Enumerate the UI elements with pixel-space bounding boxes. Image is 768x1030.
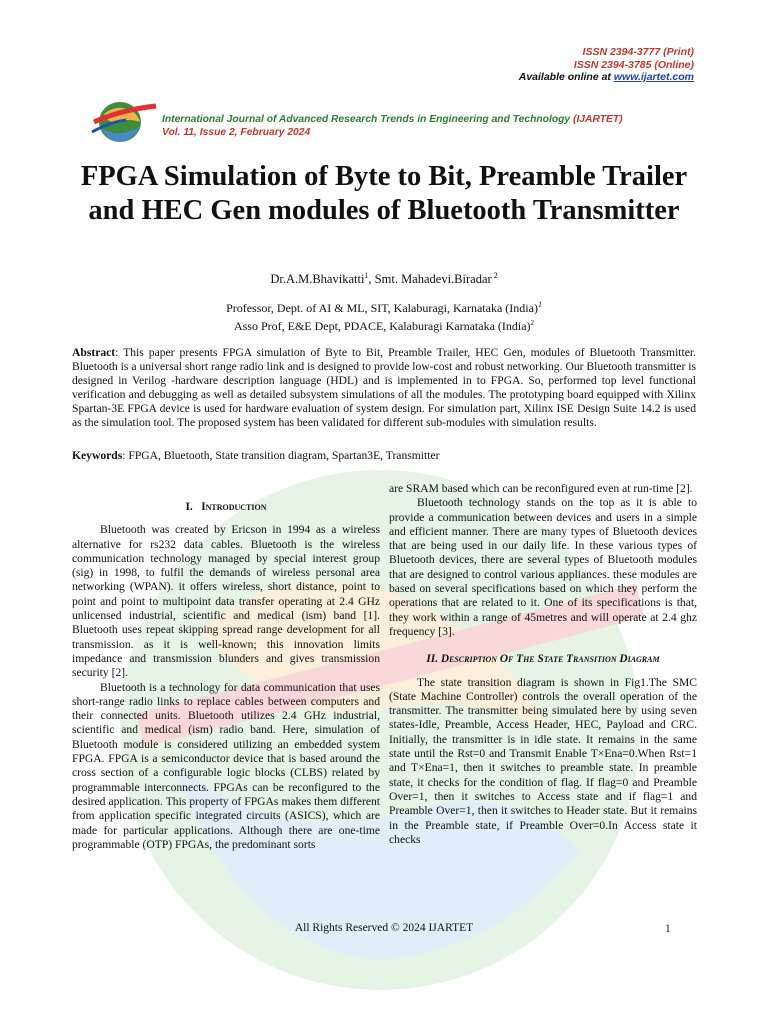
- abstract: [72, 346, 696, 430]
- page-number: 1: [665, 923, 671, 935]
- keywords-label: Keywords: [72, 449, 123, 462]
- section-heading-introduction: I. Introduction: [185, 501, 267, 513]
- paragraph: Bluetooth technology stands on the top as it is able to provide a communication between devices and users in a simple and efficient manner. There are many types of Bluetooth devices that are being used in our daily life. In these various types of Bluetooth devices, there are several types of Bluetooth modules that are designed to control various appliances. these modules are based on several specifications based on which they perform the operations that are related to it. One of its specifications is that, they work within a range of 45metres and will operate at 2.4 ghz frequency [3].: [389, 496, 697, 638]
- affiliation-2: Asso Prof, E&E Dept, PDACE, Kalaburagi Karnataka (India): [233, 319, 531, 333]
- journal-name: International Journal of Advanced Research Trends in Engineering and Technology: [162, 114, 571, 125]
- keywords-text: : FPGA, Bluetooth, State transition diagram, Spartan3E, Transmitter: [122, 449, 440, 462]
- right-column: [389, 482, 697, 847]
- available-prefix: Available online at: [518, 71, 614, 83]
- author-line: Dr.A.M.Bhavikatti$^1$, Smt. Mahadevi.Biradar $^2$: [270, 271, 498, 287]
- journal-volume: Vol. 11, Issue 2, February 2024: [162, 127, 311, 138]
- section-title: Introduction: [201, 501, 267, 513]
- paper-title: FPGA Simulation of Byte to Bit, Preamble Trailer and HEC Gen modules of Bluetooth Transmitter: [80, 161, 688, 226]
- paragraph: Bluetooth was created by Ericson in 1994 as a wireless alternative for rs232 data cables. Bluetooth is the wireless communication technology managed by special interest group (sig) in 1998, to fulfil the demands of wireless personal area networking (WPAN). it offers wireless, short distance, point to point and point to multipoint data transfer operating at 2.4 GHz unlicensed industrial, scientific and medical (ism) band [1]. Bluetooth uses repeat skipping spread range development for all transmission. as it is well-known; this innovation limits impedance and transmission blunders and gives transmission security [2].: [72, 523, 380, 680]
- author-2: Smt. Mahadevi.Biradar: [374, 272, 492, 287]
- issn-block: [519, 46, 694, 84]
- section-heading-state-diagram: II. Description Of The State Transition Diagram: [426, 653, 660, 666]
- available-online: [519, 71, 694, 84]
- issn-online: ISSN 2394-3785 (Online): [573, 58, 694, 71]
- author-1: Dr.A.M.Bhavikatti: [270, 272, 365, 287]
- abstract-label: Abstract: [72, 346, 116, 359]
- paragraph: The state transition diagram is shown in Fig1.The SMC (State Machine Controller) controls the overall operation of the transmitter. The transmitter being simulated here by using seven states-Idle, Preamble, Access Header, HEC, Payload and CRC. Initially, the transmitter is in idle state. It remains in the same state until the Rst=0 and Transmit Enable T×Ena=0.When Rst=1 and T×Ena=1, then it switches to preamble state. In preamble state, it checks for the condition of flag. If flag=0 and Preamble Over=1, then it switches to Access state and if flag=1 and Preamble Over=1, then it switches to Header state. But it remains in the Preamble state, if Preamble Over=0.In Access state it checks: [389, 675, 697, 846]
- journal-header: [162, 113, 623, 139]
- abstract-text: : This paper presents FPGA simulation of Byte to Bit, Preamble Trailer, HEC Gen, modules of Bluetooth Transmitter. Bluetooth is a universal short range radio link and is designed to provide low-cost and robust networking. Our Bluetooth transmitter is designed in Verilog -hardware description language (HDL) and is implemented in to FPGA. So, performed top level functional verification and debugging as well as detailed subsystem simulations of all the modules. The prototyping board equipped with Xilinx Spartan-3E FPGA device is used for hardware evaluation of system design. For simulation part, Xilinx ISE Design Suite 14.2 is used as the simulation tool. The proposed system has been validated for different sub-modules with simulation results.: [72, 346, 696, 429]
- paragraph: are SRAM based which can be reconfigured even at run-time [2].: [389, 482, 693, 495]
- section-title: Description Of The State Transition Diagram: [440, 653, 660, 666]
- left-column: [72, 492, 380, 852]
- affiliation-1: Professor, Dept. of AI & ML, SIT, Kalaburagi, Karnataka (India): [226, 301, 538, 315]
- affiliations: Professor, Dept. of AI & ML, SIT, Kalaburagi, Karnataka (India)$^1$ Asso Prof, E&E Dept, PDACE, Kalaburagi Karnataka (India)$^2$: [226, 300, 542, 333]
- issn-print: ISSN 2394-3777 (Print): [582, 46, 694, 58]
- journal-website-link[interactable]: www.ijartet.com: [613, 71, 694, 83]
- journal-logo: [90, 92, 160, 144]
- keywords: [72, 449, 696, 463]
- footer-rights: All Rights Reserved © 2024 IJARTET: [294, 922, 474, 934]
- journal-abbrev: (IJARTET): [573, 114, 623, 125]
- paragraph: Bluetooth is a technology for data communication that uses short-range radio links to replace cables between computers and their connected units. Bluetooth utilizes 2.4 GHz industrial, scientific and medical (ism) radio band. Here, simulation of Bluetooth module is considered utilizing an embedded system FPGA. FPGA is a semiconductor device that is based around the cross section of a configurable logic blocks (CLBS) related by programmable interconnects. FPGAs can be reconfigured to the desired application. This property of FPGAs makes them different from application specific integrated circuits (ASICS), which are made for particular applications. Although there are one-time programmable (OTP) FPGAs, the predominant sorts: [72, 680, 380, 851]
